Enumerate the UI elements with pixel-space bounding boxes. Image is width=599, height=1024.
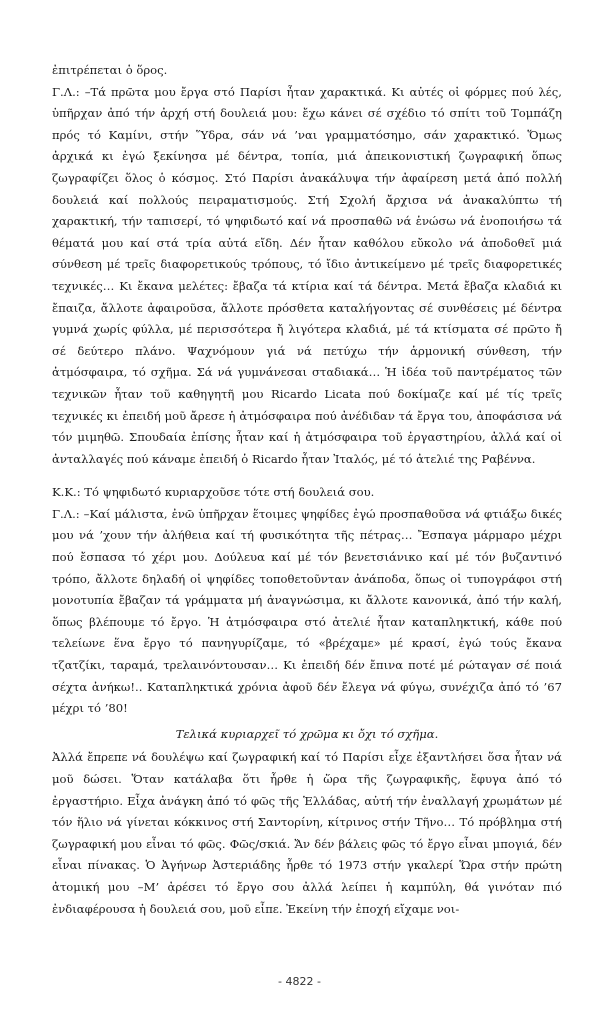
section-subheading: Τελικά κυριαρχεῖ τό χρῶμα κι ὄχι τό σχῆμα. [175,726,439,741]
paragraph-continuation: ἐπιτρέπεται ὁ ὅρος. [52,63,168,77]
page-number: - 4822 - [278,975,321,988]
paragraph-answer-2: Γ.Λ.: –Καί μάλιστα, ἐνῶ ὑπῆρχαν ἕτοιμες ψηφίδες ἐγώ προσπαθοῦσα νά φτιάξω δικές μου νά ’χουν τήν ἀλήθεια καί τή φυσικότητα τῆς πέτρας… Ἔσπαγα μάρμαρο μέχρι πού ἔσπασα τό χέρι μου. Δούλευα καί μέ τόν βενετσιάνικο καί μέ τόν βυζαντινό τρόπο, ἄλλοτε δηλαδή οἱ ψηφίδες τοποθετοῦνταν ἀνάποδα, ὅπως οἱ τυπογράφοι στή μονοτυπία ἔβαζαν τά γράμματα μή ἀναγνώσιμα, κι ἄλλοτε κανονικά, ἀπό τήν καλή, ὅπως βλέπουμε τό ἔργο. Ἡ ἀτμόσφαιρα στό ἀτελιέ ἦταν καταπληκτική, κάθε πού τελείωνε ἕνα ἔργο τό πανηγυρίζαμε, τό «βρέχαμε» μέ κρασί, ἐγώ τούς ἔκανα τζατζίκι, ταραμά, τρελαινόντουσαν… Κι ἐπειδή δέν ἔπινα ποτέ μέ ρώταγαν σέ ποιά σέχτα ἀνήκω!.. Καταπληκτικά χρόνια ἀφοῦ δέν ἔλεγα νά φύγω, συνέχιζα ἀπό τό ’67 μέχρι τό ’80! [52,506,562,716]
spacer [52,470,562,482]
page-body [52,60,562,920]
paragraph-answer-1: Γ.Λ.: –Τά πρῶτα μου ἔργα στό Παρίσι ἦταν χαρακτικά. Κι αὐτές οἱ φόρμες πού λές, ὑπῆρχαν ἀπό τήν ἀρχή στή δουλειά μου: ἔχω κάνει σέ σχέδιο τό σπίτι τοῦ Τομπάζη πρός τό Καμίνι, στήν Ὕδρα, σάν νά ’ναι γραμματόσημο, σάν χαρακτικό. Ὅμως ἀρχικά κι ἐγώ ξεκίνησα μέ δέντρα, τοπία, μιά ἀπεικονιστική ζωγραφική ὅπως ζωγραφίζει ὅλος ὁ κόσμος. Στό Παρίσι ἀνακάλυψα τήν ἀφαίρεση μετά ἀπό πολλή δουλειά καί πολλούς πειραματισμούς. Στή Σχολή ἄρχισα νά ἀνακαλύπτω τή χαρακτική, τήν ταπισερί, τό ψηφιδωτό καί νά προσπαθῶ νά ἑνώσω νά ἑνοποιήσω τά θέματά μου καί στά τρία αὐτά εἴδη. Δέν ἦταν καθόλου εὔκολο νά ἀποδοθεῖ μιά σύνθεση μέ τρεῖς διαφορετικούς τρόπους, τό ἴδιο ἀντικείμενο μέ τρεῖς διαφορετικές τεχνικές… Κι ἔκανα μελέτες: ἔβαζα τά κτίρια καί τά δέντρα. Μετά ἔβαζα κλαδιά κι ἔπαιζα, ἄλλοτε ἀφαιροῦσα, ἄλλοτε πρόσθετα καταλήγοντας σέ συνθέσεις μέ δέντρα γυμνά χωρίς φύλλα, μέ περισσότερα ἤ λιγότερα κλαδιά, μέ τά κτίσματα σέ πρῶτο ἤ σέ δεύτερο πλάνο. Ψαχνόμουν γιά νά πετύχω τήν ἁρμονική σύνθεση, τήν ἀτμόσφαιρα, τό σχῆμα. Σά νά γυμνάνεσαι σταδιακά… Ἡ ἰδέα τοῦ παντρέματος τῶν τεχνικῶν ἦταν τοῦ καθηγητῆ μου Ricardo Licata πού δοκίμαζε καί μέ τίς τρεῖς τεχνικές κι ἐπειδή μοῦ ἄρεσε ἡ ἀτμόσφαιρα πού ἀνέδιδαν τά ἔργα του, ἀποφάσισα νά τόν μιμηθῶ. Σπουδαία ἐπίσης ἦταν καί ἡ ἀτμόσφαιρα τοῦ ἐργαστηρίου, ἀλλά καί οἱ ἀνταλλαγές πού κάναμε ἐπειδή ὁ Ricardo ἦταν Ἰταλός, μέ τό ἀτελιέ της Ραβέννα. [52,84,562,466]
paragraph-section-text: Ἀλλά ἔπρεπε νά δουλέψω καί ζωγραφική καί τό Παρίσι εἶχε ἐξαντλήσει ὅσα ἦταν νά μοῦ δώσει. Ὅταν κατάλαβα ὅτι ἦρθε ἡ ὥρα τῆς ζωγραφικῆς, ἔφυγα ἀπό τό ἐργαστήριο. Εἶχα ἀνάγκη ἀπό τό φῶς τῆς Ἑλλάδας, αὐτή τήν ἐναλλαγή χρωμάτων μέ τόν ἥλιο νά γίνεται κόκκινος στή Σαντορίνη, κίτρινος στήν Τῆνο… Τό πρόβλημα στή ζωγραφική μου εἶναι τό φῶς. Φῶς/σκιά. Ἄν δέν βάλεις φῶς τό ἔργο εἶναι μπογιά, δέν εἶναι πίνακας. Ὁ Ἀγήνωρ Ἀστεριάδης ἦρθε τό 1973 στήν γκαλερί Ὥρα στήν πρώτη ἀτομική μου –Μ’ ἀρέσει τό ἔργο σου ἀλλά λείπει ἡ καμπύλη, θά γινόταν πιό ἐνδιαφέρουσα ἡ δουλειά σου, μοῦ εἶπε. Ἐκείνη τήν ἐποχή εἴχαμε νοι- [52,750,562,916]
paragraph-question: Κ.Κ.: Τό ψηφιδωτό κυριαρχοῦσε τότε στή δουλειά σου. [52,485,375,500]
